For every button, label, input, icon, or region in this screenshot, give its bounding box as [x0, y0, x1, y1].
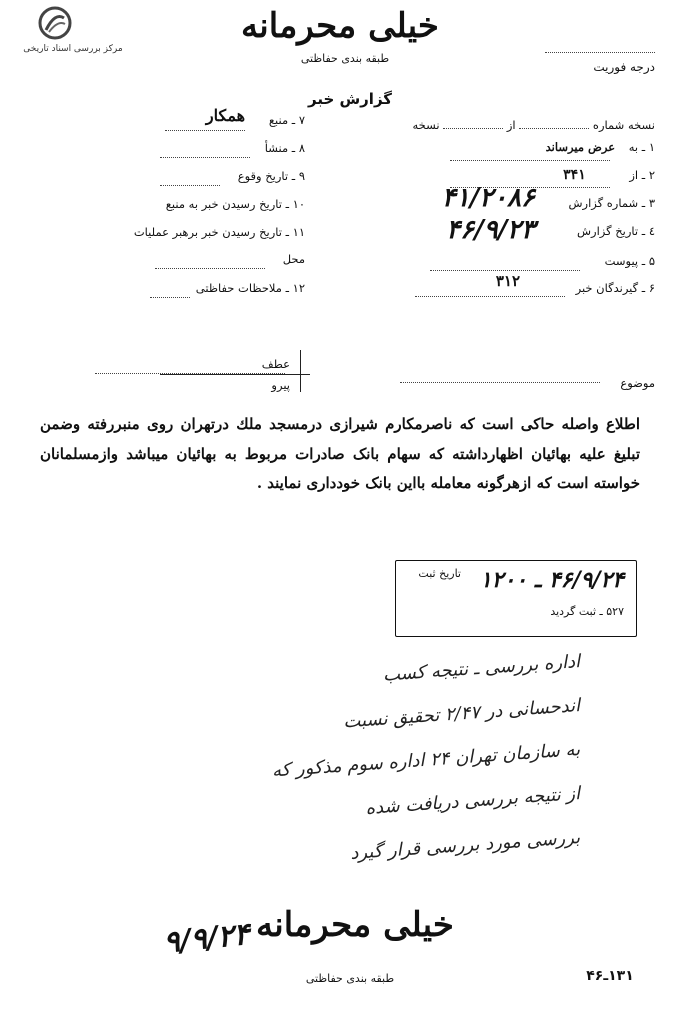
- field-recipients-value: ۳۱۲: [495, 272, 520, 290]
- archive-emblem-icon: [38, 6, 72, 40]
- field-source-value: همکار: [205, 106, 245, 125]
- field-report-number: ۳ ـ شماره گزارش: [568, 196, 655, 210]
- priority-line: [545, 52, 655, 53]
- handwritten-date: ۹/۹/۲۴: [161, 916, 252, 961]
- copy-number-field: [395, 118, 655, 132]
- atf-label: عطف: [261, 357, 290, 371]
- field-date-received-source: ۱۰ ـ تاریخ رسیدن خبر به منبع: [165, 197, 305, 211]
- peyro-label: پیرو: [271, 378, 290, 392]
- field-location: محل: [282, 252, 305, 266]
- note-line: از نتیجه بررسی دریافت شده: [364, 783, 581, 819]
- field-source: ۷ ـ منبع: [268, 113, 305, 127]
- stamp-label: تاریخ ثبت: [418, 567, 461, 580]
- stamp-date: ۴۶/۹/۲۴ ـ ۱۲۰۰: [479, 567, 624, 593]
- field-from: ۲ ـ از ۳۴۱: [563, 167, 655, 183]
- stamp-registered: ۵۲۷ ـ ثبت گردید: [550, 605, 624, 618]
- note-line: اندحسانی در ۲/۴۷ تحقیق نسبت: [342, 695, 581, 733]
- subject-divider: [300, 350, 301, 392]
- field-security-remarks: ۱۲ ـ ملاحظات حفاظتی: [195, 281, 305, 295]
- field-from-value: ۳۴۱: [563, 167, 586, 183]
- field-to-value: عرض میرساند: [545, 140, 616, 154]
- priority-label: درجه فوریت: [593, 60, 655, 74]
- field-date-received-leader: ۱۱ ـ تاریخ رسیدن خبر برهبر عملیات: [133, 225, 305, 239]
- classification-top: خیلی محرمانه: [241, 6, 439, 46]
- note-line: به سازمان تهران ۲۴ اداره سوم مذکور که: [271, 739, 581, 782]
- field-origin: ۸ ـ منشأ: [264, 141, 305, 155]
- logo-text: مرکز بررسی اسناد تاریخی: [23, 44, 123, 54]
- field-to: ۱ ـ به عرض میرساند: [545, 140, 655, 154]
- field-event-date: ۹ ـ تاریخ وقوع: [237, 169, 305, 183]
- atf-peyro-line: [160, 374, 310, 375]
- registration-stamp: [395, 560, 637, 637]
- note-line: اداره بررسی ـ نتیجه کسب: [382, 651, 581, 686]
- classification-sub-top: طبقه بندی حفاظتی: [300, 52, 390, 65]
- copy-number-end: نسخه: [412, 118, 440, 132]
- report-title: گزارش خبر: [307, 90, 393, 108]
- classification-bottom: خیلی محرمانه: [256, 905, 454, 945]
- copy-number-from: از: [506, 118, 516, 132]
- field-report-date-value: ۴۶/۹/۲۳: [446, 215, 535, 245]
- field-report-date: ٤ ـ تاریخ گزارش: [576, 224, 655, 238]
- field-recipients: ۶ ـ گیرندگان خبر: [575, 281, 655, 295]
- field-attachment: ۵ ـ پیوست: [604, 254, 655, 268]
- copy-number-label: نسخه شماره: [592, 118, 655, 132]
- note-line: بررسی مورد بررسی قرار گیرد: [349, 827, 581, 865]
- report-body: اطلاع واصله حاکی است که ناصرمکارم شیرازی درمسجد ملك درتهران روی منبررفته وضمن تبلیغ علیه بهائیان اظهارداشته که سهام بانک صادرات مربوط به بهائیان میباشد وازمسلمانان خواسته است که ازهرگونه معامله بااین بانک خودداری نمایند .: [40, 415, 640, 492]
- archive-logo: [8, 6, 138, 58]
- field-report-number-value: ۴۱/۲۰۸۶: [441, 183, 535, 213]
- subject-label: موضوع: [620, 376, 655, 390]
- document-code: ۱۳۱ـ۴۶: [586, 968, 634, 984]
- classification-sub-bottom: طبقه بندی حفاظتی: [305, 972, 395, 985]
- handwritten-notes: [120, 640, 581, 865]
